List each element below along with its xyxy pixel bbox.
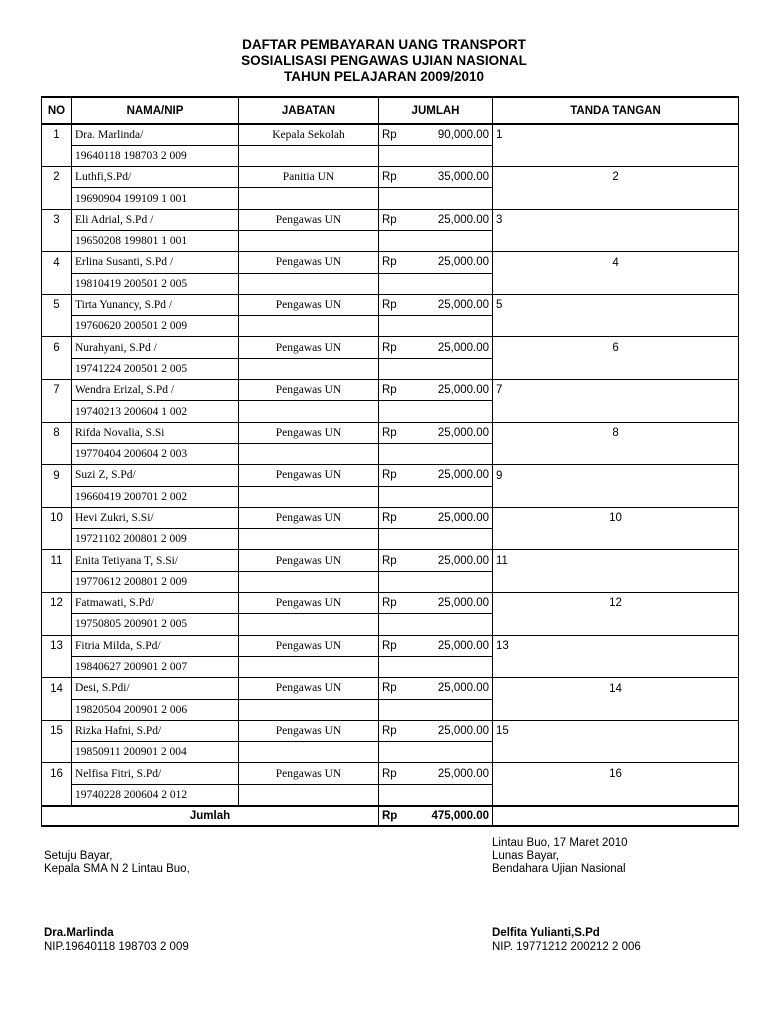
table-row	[42, 124, 739, 145]
row-name: Erlina Susanti, S.Pd /	[72, 252, 239, 273]
row-jabatan-empty	[239, 273, 379, 294]
table-row-nip	[42, 316, 739, 337]
row-number: 8	[42, 422, 72, 443]
row-amount: 25,000.00	[419, 593, 493, 614]
row-number: 11	[42, 550, 72, 571]
row-nip: 19741224 200501 2 005	[72, 358, 239, 379]
row-jabatan: Pengawas UN	[239, 465, 379, 486]
row-jabatan: Pengawas UN	[239, 422, 379, 443]
row-signature-empty	[493, 443, 739, 464]
row-name: Wendra Erizal, S.Pd /	[72, 380, 239, 401]
row-currency-empty	[379, 401, 419, 422]
row-name: Desi, S.Pdi/	[72, 678, 239, 699]
row-amount-empty	[419, 529, 493, 550]
row-jabatan-empty	[239, 699, 379, 720]
row-signature-number: 16	[493, 763, 739, 784]
row-nip: 19690904 199109 1 001	[72, 188, 239, 209]
row-signature-number: 6	[493, 337, 739, 358]
row-amount-empty	[419, 145, 493, 166]
table-row-nip	[42, 188, 739, 209]
row-amount-empty	[419, 443, 493, 464]
row-currency: Rp	[379, 678, 419, 699]
row-number-empty	[42, 316, 72, 337]
row-jabatan: Pengawas UN	[239, 593, 379, 614]
table-row-nip	[42, 571, 739, 592]
payment-table	[41, 96, 739, 827]
table-row	[42, 550, 739, 571]
row-amount-empty	[419, 316, 493, 337]
row-jabatan: Pengawas UN	[239, 337, 379, 358]
title-line-2: SOSIALISASI PENGAWAS UJIAN NASIONAL	[241, 53, 527, 68]
row-number: 16	[42, 763, 72, 784]
row-jabatan: Pengawas UN	[239, 252, 379, 273]
row-currency-empty	[379, 486, 419, 507]
row-name: Rifda Novalia, S.Si	[72, 422, 239, 443]
row-amount-empty	[419, 656, 493, 677]
row-signature-empty	[493, 145, 739, 166]
row-signature-empty	[493, 784, 739, 805]
row-nip: 19750805 200901 2 005	[72, 614, 239, 635]
row-name: Tirta Yunancy, S.Pd /	[72, 294, 239, 315]
row-signature-empty	[493, 188, 739, 209]
row-number: 12	[42, 593, 72, 614]
row-amount-empty	[419, 401, 493, 422]
table-row-nip	[42, 230, 739, 251]
row-currency-empty	[379, 145, 419, 166]
row-number-empty	[42, 443, 72, 464]
table-row	[42, 252, 739, 273]
row-number-empty	[42, 401, 72, 422]
row-amount-empty	[419, 571, 493, 592]
row-name: Dra. Marlinda/	[72, 124, 239, 145]
table-body	[42, 124, 739, 806]
table-row	[42, 422, 739, 443]
table-row-nip	[42, 742, 739, 763]
row-number: 5	[42, 294, 72, 315]
row-nip: 19760620 200501 2 009	[72, 316, 239, 337]
row-number: 13	[42, 635, 72, 656]
row-number: 1	[42, 124, 72, 145]
row-jabatan-empty	[239, 742, 379, 763]
row-amount: 25,000.00	[419, 507, 493, 528]
row-signature-number: 9	[493, 465, 739, 486]
total-label: Jumlah	[42, 806, 379, 826]
total-currency: Rp	[379, 806, 419, 826]
row-nip: 19840627 200901 2 007	[72, 656, 239, 677]
row-signature-number: 2	[493, 167, 739, 188]
row-currency-empty	[379, 571, 419, 592]
row-number-empty	[42, 656, 72, 677]
row-amount: 25,000.00	[419, 635, 493, 656]
table-row-nip	[42, 529, 739, 550]
row-jabatan-empty	[239, 230, 379, 251]
row-jabatan-empty	[239, 145, 379, 166]
row-amount: 35,000.00	[419, 167, 493, 188]
table-row	[42, 465, 739, 486]
total-ttd-empty	[493, 806, 739, 826]
table-row	[42, 337, 739, 358]
row-currency-empty	[379, 614, 419, 635]
row-amount-empty	[419, 273, 493, 294]
total-row	[42, 806, 739, 826]
row-signature-number: 4	[493, 252, 739, 273]
row-jabatan: Panitia UN	[239, 167, 379, 188]
row-number-empty	[42, 145, 72, 166]
row-currency-empty	[379, 230, 419, 251]
row-number: 9	[42, 465, 72, 486]
table-row-nip	[42, 614, 739, 635]
row-number: 4	[42, 252, 72, 273]
row-amount: 25,000.00	[419, 550, 493, 571]
row-signature-number: 14	[493, 678, 739, 699]
row-nip: 19660419 200701 2 002	[72, 486, 239, 507]
footer-left-signer-nip: NIP.19640118 198703 2 009	[44, 941, 189, 953]
row-jabatan: Pengawas UN	[239, 294, 379, 315]
row-jabatan: Pengawas UN	[239, 507, 379, 528]
footer-left-line1: Setuju Bayar,	[44, 850, 113, 862]
row-number-empty	[42, 529, 72, 550]
row-signature-number: 10	[493, 507, 739, 528]
row-name: Suzi Z, S.Pd/	[72, 465, 239, 486]
table-row-nip	[42, 358, 739, 379]
row-name: Rizka Hafni, S.Pd/	[72, 720, 239, 741]
row-amount-empty	[419, 699, 493, 720]
row-currency: Rp	[379, 593, 419, 614]
row-amount: 25,000.00	[419, 294, 493, 315]
row-signature-empty	[493, 401, 739, 422]
row-currency-empty	[379, 188, 419, 209]
table-header-row	[42, 97, 739, 124]
row-jabatan: Pengawas UN	[239, 720, 379, 741]
table-row-nip	[42, 699, 739, 720]
row-name: Fitria Milda, S.Pd/	[72, 635, 239, 656]
row-signature-empty	[493, 656, 739, 677]
row-signature-empty	[493, 358, 739, 379]
row-nip: 19810419 200501 2 005	[72, 273, 239, 294]
row-signature-number: 15	[493, 720, 739, 741]
row-signature-empty	[493, 614, 739, 635]
row-currency: Rp	[379, 507, 419, 528]
row-jabatan-empty	[239, 656, 379, 677]
row-number: 14	[42, 678, 72, 699]
table-row	[42, 635, 739, 656]
row-nip: 19740213 200604 1 002	[72, 401, 239, 422]
table-row	[42, 763, 739, 784]
row-number-empty	[42, 614, 72, 635]
col-header-ttd: TANDA TANGAN	[493, 97, 739, 124]
row-number: 7	[42, 380, 72, 401]
row-name: Eli Adrial, S.Pd /	[72, 209, 239, 230]
row-currency-empty	[379, 443, 419, 464]
table-row	[42, 507, 739, 528]
row-signature-empty	[493, 486, 739, 507]
col-header-nama: NAMA/NIP	[72, 97, 239, 124]
row-number-empty	[42, 784, 72, 805]
table-row-nip	[42, 401, 739, 422]
row-currency: Rp	[379, 252, 419, 273]
row-currency: Rp	[379, 763, 419, 784]
row-currency-empty	[379, 784, 419, 805]
row-number-empty	[42, 699, 72, 720]
row-number: 3	[42, 209, 72, 230]
table-row-nip	[42, 656, 739, 677]
row-amount: 25,000.00	[419, 337, 493, 358]
row-jabatan-empty	[239, 316, 379, 337]
footer-left-signer-name: Dra.Marlinda	[44, 927, 114, 939]
table-row	[42, 380, 739, 401]
row-nip: 19650208 199801 1 001	[72, 230, 239, 251]
row-currency: Rp	[379, 720, 419, 741]
table-row-nip	[42, 784, 739, 805]
row-currency: Rp	[379, 337, 419, 358]
row-jabatan: Pengawas UN	[239, 209, 379, 230]
row-signature-empty	[493, 742, 739, 763]
table-row	[42, 209, 739, 230]
row-jabatan-empty	[239, 486, 379, 507]
row-jabatan: Pengawas UN	[239, 763, 379, 784]
row-number: 6	[42, 337, 72, 358]
footer-right-signer-name: Delfita Yulianti,S.Pd	[492, 927, 600, 939]
row-currency: Rp	[379, 124, 419, 145]
row-amount-empty	[419, 486, 493, 507]
row-name: Nelfisa Fitri, S.Pd/	[72, 763, 239, 784]
row-amount: 25,000.00	[419, 763, 493, 784]
row-currency-empty	[379, 316, 419, 337]
row-amount: 25,000.00	[419, 422, 493, 443]
row-number-empty	[42, 273, 72, 294]
row-jabatan-empty	[239, 443, 379, 464]
table-row-nip	[42, 443, 739, 464]
row-signature-number: 3	[493, 209, 739, 230]
row-amount: 25,000.00	[419, 465, 493, 486]
row-amount: 25,000.00	[419, 678, 493, 699]
row-nip: 19740228 200604 2 012	[72, 784, 239, 805]
row-jabatan: Pengawas UN	[239, 678, 379, 699]
row-currency: Rp	[379, 550, 419, 571]
row-signature-number: 1	[493, 124, 739, 145]
row-name: Luthfi,S.Pd/	[72, 167, 239, 188]
row-amount-empty	[419, 784, 493, 805]
footer-right-line2: Bendahara Ujian Nasional	[492, 863, 626, 875]
row-number: 15	[42, 720, 72, 741]
row-currency: Rp	[379, 422, 419, 443]
table-row	[42, 593, 739, 614]
row-name: Fatmawati, S.Pd/	[72, 593, 239, 614]
table-row	[42, 167, 739, 188]
table-row	[42, 294, 739, 315]
row-name: Hevi Zukri, S.Si/	[72, 507, 239, 528]
row-signature-empty	[493, 230, 739, 251]
row-currency-empty	[379, 742, 419, 763]
row-jabatan-empty	[239, 571, 379, 592]
row-currency-empty	[379, 529, 419, 550]
row-nip: 19770404 200604 2 003	[72, 443, 239, 464]
total-amount: 475,000.00	[419, 806, 493, 826]
row-jabatan-empty	[239, 529, 379, 550]
row-number-empty	[42, 742, 72, 763]
row-currency: Rp	[379, 635, 419, 656]
col-header-jabatan: JABATAN	[239, 97, 379, 124]
row-jabatan-empty	[239, 188, 379, 209]
row-number-empty	[42, 571, 72, 592]
row-currency-empty	[379, 699, 419, 720]
row-currency: Rp	[379, 380, 419, 401]
col-header-no: NO	[42, 97, 72, 124]
footer-right-signer-nip: NIP. 19771212 200212 2 006	[492, 941, 641, 953]
row-nip: 19721102 200801 2 009	[72, 529, 239, 550]
row-signature-number: 12	[493, 593, 739, 614]
row-name: Enita Tetiyana T, S.Si/	[72, 550, 239, 571]
row-number-empty	[42, 486, 72, 507]
row-jabatan: Kepala Sekolah	[239, 124, 379, 145]
row-currency-empty	[379, 358, 419, 379]
row-nip: 19820504 200901 2 006	[72, 699, 239, 720]
row-jabatan-empty	[239, 614, 379, 635]
row-signature-empty	[493, 699, 739, 720]
row-amount: 25,000.00	[419, 380, 493, 401]
row-amount-empty	[419, 188, 493, 209]
row-amount: 25,000.00	[419, 252, 493, 273]
table-row	[42, 720, 739, 741]
row-number-empty	[42, 188, 72, 209]
table-row	[42, 678, 739, 699]
row-name: Nurahyani, S.Pd /	[72, 337, 239, 358]
row-amount: 90,000.00	[419, 124, 493, 145]
col-header-jumlah: JUMLAH	[379, 97, 493, 124]
table-row-nip	[42, 145, 739, 166]
row-currency-empty	[379, 273, 419, 294]
row-signature-empty	[493, 529, 739, 550]
row-currency-empty	[379, 656, 419, 677]
row-currency: Rp	[379, 209, 419, 230]
footer-date: Lintau Buo, 17 Maret 2010	[492, 837, 628, 849]
row-nip: 19640118 198703 2 009	[72, 145, 239, 166]
table-row-nip	[42, 273, 739, 294]
table-row-nip	[42, 486, 739, 507]
row-jabatan-empty	[239, 784, 379, 805]
row-signature-empty	[493, 571, 739, 592]
row-amount-empty	[419, 614, 493, 635]
title-line-1: DAFTAR PEMBAYARAN UANG TRANSPORT	[242, 37, 526, 52]
row-signature-empty	[493, 316, 739, 337]
row-currency: Rp	[379, 167, 419, 188]
row-jabatan: Pengawas UN	[239, 380, 379, 401]
row-number-empty	[42, 230, 72, 251]
row-signature-number: 11	[493, 550, 739, 571]
row-number: 2	[42, 167, 72, 188]
row-signature-empty	[493, 273, 739, 294]
footer-left-line2: Kepala SMA N 2 Lintau Buo,	[44, 863, 190, 875]
row-signature-number: 5	[493, 294, 739, 315]
row-currency: Rp	[379, 294, 419, 315]
row-amount-empty	[419, 230, 493, 251]
row-amount-empty	[419, 358, 493, 379]
footer-right-line1: Lunas Bayar,	[492, 850, 560, 862]
row-number-empty	[42, 358, 72, 379]
row-amount-empty	[419, 742, 493, 763]
row-nip: 19850911 200901 2 004	[72, 742, 239, 763]
row-jabatan-empty	[239, 358, 379, 379]
row-jabatan: Pengawas UN	[239, 550, 379, 571]
row-number: 10	[42, 507, 72, 528]
row-signature-number: 8	[493, 422, 739, 443]
row-jabatan: Pengawas UN	[239, 635, 379, 656]
row-currency: Rp	[379, 465, 419, 486]
row-signature-number: 13	[493, 635, 739, 656]
row-signature-number: 7	[493, 380, 739, 401]
row-nip: 19770612 200801 2 009	[72, 571, 239, 592]
title-line-3: TAHUN PELAJARAN 2009/2010	[283, 69, 485, 84]
row-jabatan-empty	[239, 401, 379, 422]
row-amount: 25,000.00	[419, 209, 493, 230]
row-amount: 25,000.00	[419, 720, 493, 741]
